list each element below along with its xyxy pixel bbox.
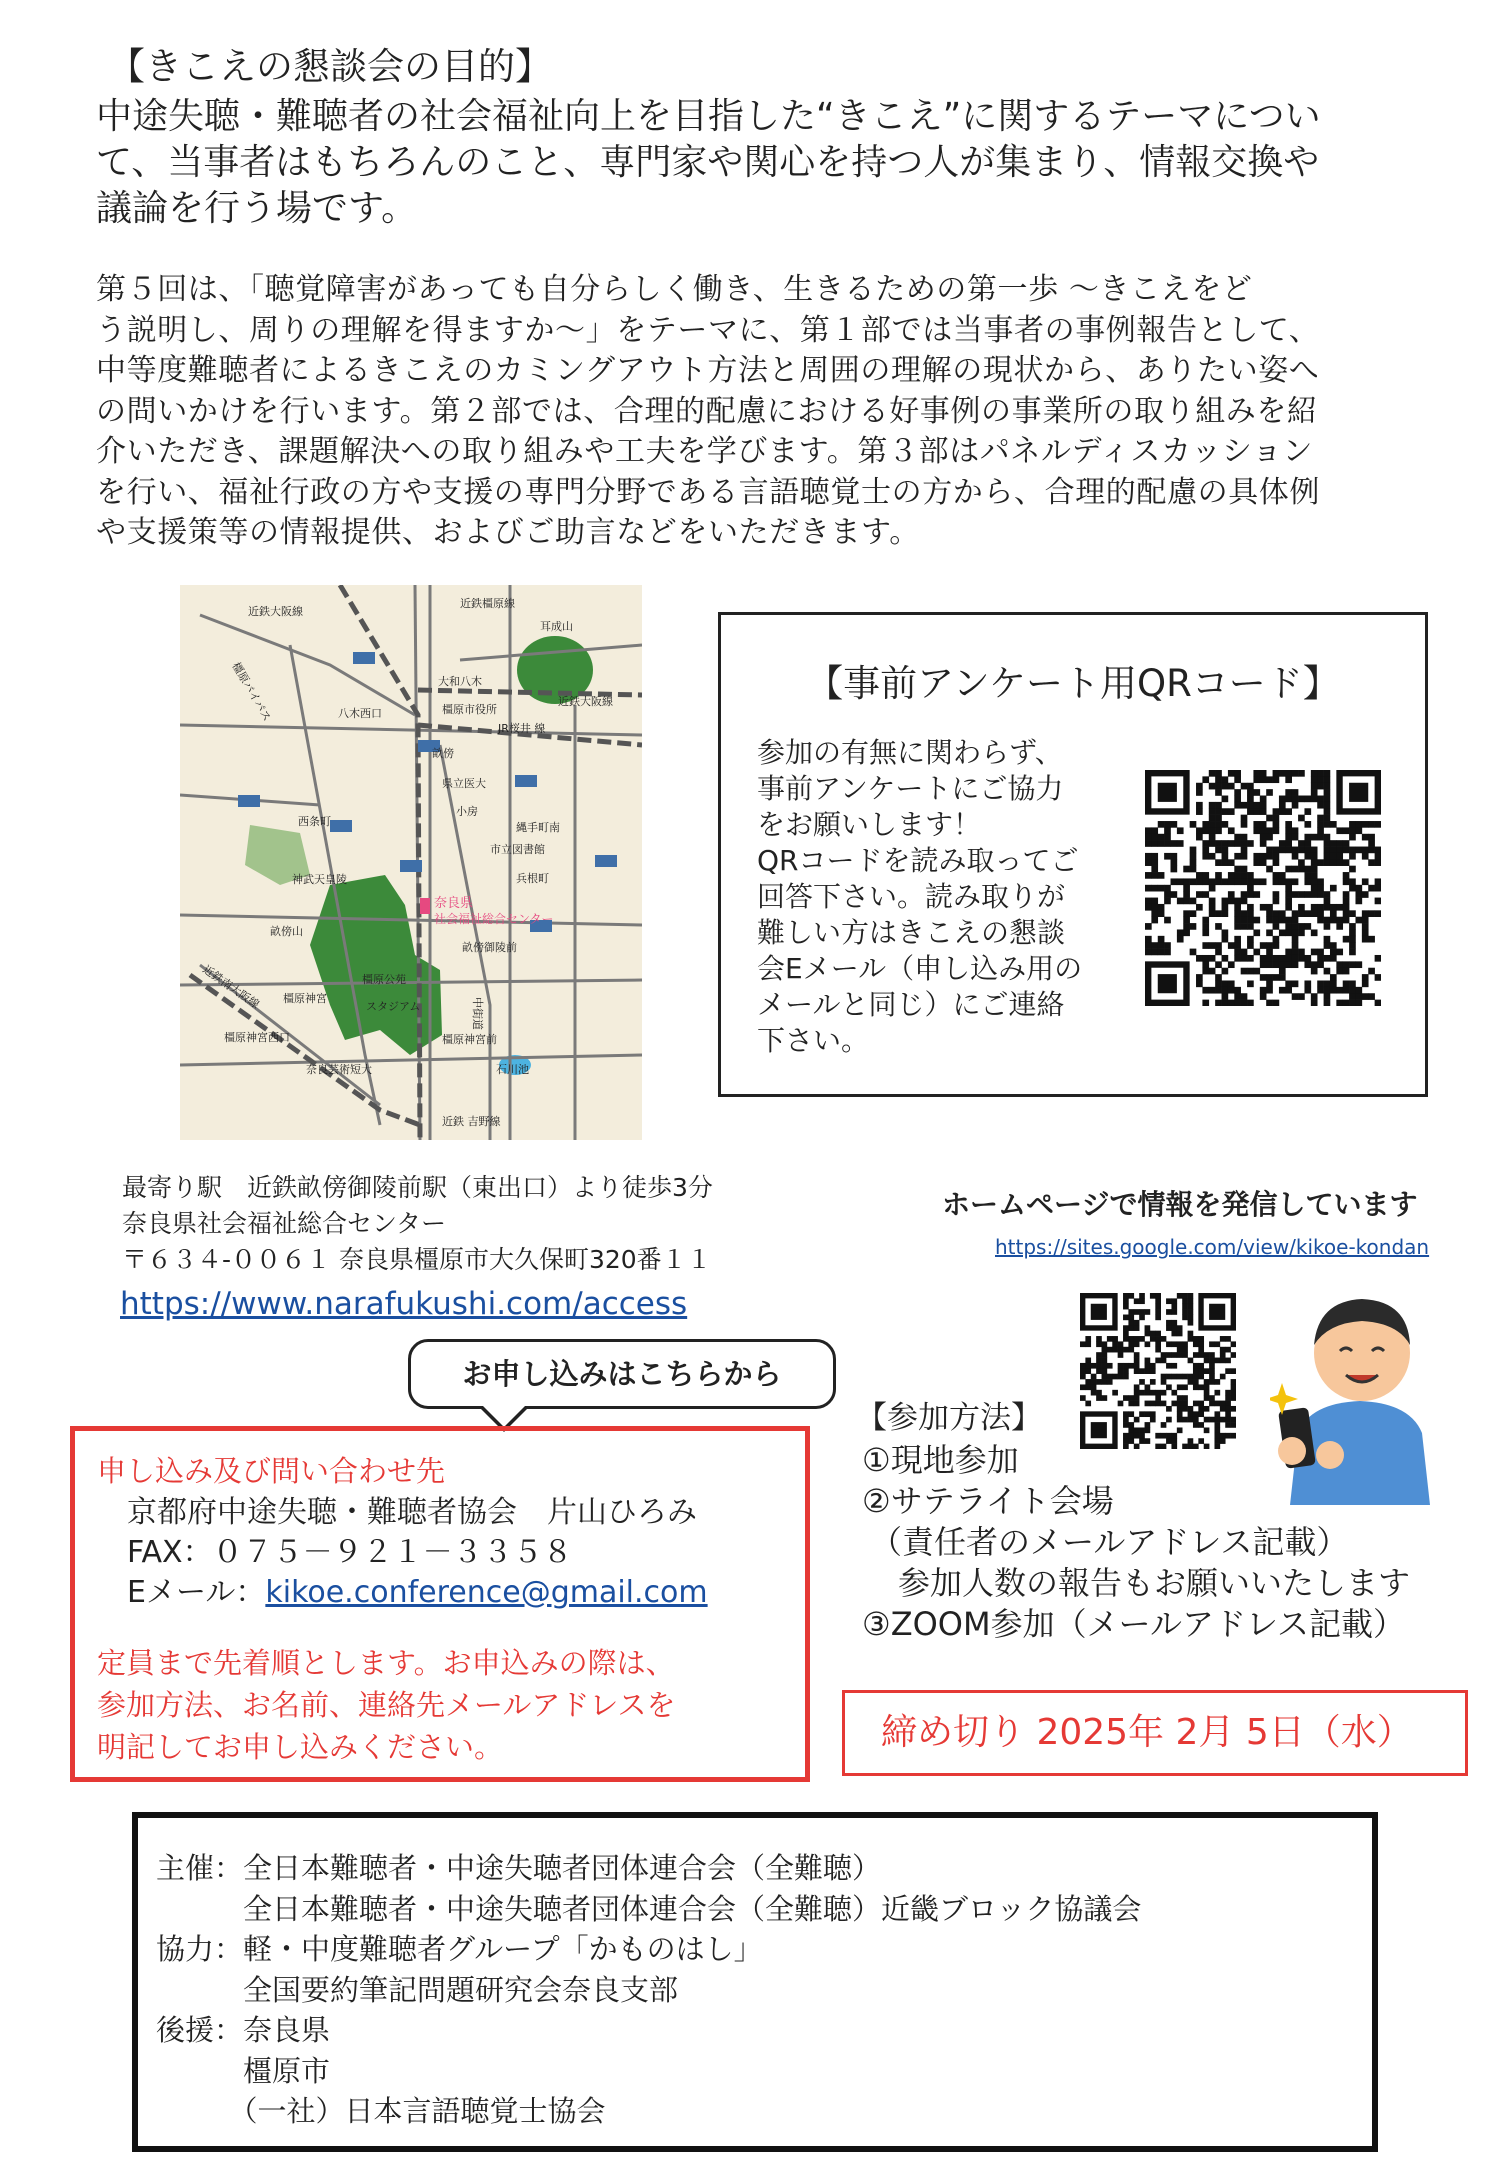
- participation-item: ③ZOOM参加（メールアドレス記載）: [862, 1605, 1405, 1643]
- access-line: 最寄り駅 近鉄畝傍御陵前駅（東出口）より徒歩3分: [122, 1173, 713, 1202]
- map-label: 橿原神宮西口: [224, 1031, 290, 1044]
- application-note: 参加方法、お名前、連絡先メールアドレスを: [97, 1688, 676, 1722]
- participation-title: 【参加方法】: [856, 1400, 1042, 1436]
- map-label: 橿原神宮: [283, 992, 327, 1005]
- sponsor-line: （一社）日本言語聴覚士協会: [156, 2094, 606, 2128]
- access-line: 奈良県社会福祉総合センター: [122, 1209, 447, 1238]
- questionnaire-line: 参加の有無に関わらず、: [757, 736, 1063, 769]
- application-heading: 申し込み及び問い合わせ先: [97, 1454, 446, 1488]
- map-center-label: 奈良県: [434, 896, 474, 911]
- participation-item: （責任者のメールアドレス記載）: [870, 1523, 1349, 1561]
- purpose-title: 【きこえの懇談会の目的】: [108, 45, 552, 88]
- map-label: 兵根町: [516, 872, 549, 885]
- intro-line: や支援策等の情報提供、およびご助言などをいただきます。: [96, 515, 920, 550]
- homepage-link[interactable]: https://sites.google.com/view/kikoe-kondan: [995, 1235, 1430, 1259]
- map-label: 八木西口: [338, 707, 382, 720]
- sponsor-lines: [156, 1848, 1141, 2132]
- sponsor-line: 主催：全日本難聴者・中途失聴者団体連合会（全難聴）: [156, 1851, 882, 1885]
- homepage-qr-code[interactable]: [1080, 1293, 1236, 1449]
- map-label: 耳成山: [540, 620, 573, 633]
- homepage-title: ホームページで情報を発信しています: [942, 1188, 1418, 1221]
- sponsor-line: 橿原市: [156, 2053, 331, 2088]
- application-email-row: [127, 1567, 708, 1611]
- map-label: 小房: [456, 805, 478, 818]
- questionnaire-line: をお願いします！: [757, 808, 982, 841]
- sponsor-line: 全国要約筆記問題研究会奈良支部: [156, 1972, 679, 2007]
- map-label: 近鉄橿原線: [460, 597, 515, 610]
- bubble-tail-fill: [482, 1405, 526, 1427]
- map-label: 縄手町南: [516, 821, 560, 834]
- questionnaire-text: [757, 735, 1117, 1059]
- map-label: 県立医大: [442, 777, 486, 790]
- map-label: 市立図書館: [490, 843, 545, 856]
- participation-list: [862, 1440, 1410, 1645]
- email-label: Eメール：: [127, 1575, 266, 1610]
- apply-here-bubble: お申し込みはこちらから: [408, 1339, 836, 1409]
- application-organization: 京都府中途失聴・難聴者協会 片山ひろみ: [127, 1495, 697, 1530]
- sponsor-line: 全日本難聴者・中途失聴者団体連合会（全難聴）近畿ブロック協議会: [156, 1891, 1142, 1926]
- map-label: 畝傍山: [270, 925, 303, 938]
- application-box: [70, 1426, 810, 1782]
- email-link[interactable]: kikoe.conference@gmail.com: [265, 1575, 708, 1610]
- questionnaire-line: メールと同じ）にご連絡: [757, 988, 1065, 1021]
- access-map: [180, 585, 642, 1140]
- sponsor-line: 協力：軽・中度難聴者グループ「かものはし」: [156, 1932, 763, 1966]
- map-label: 石川池: [496, 1063, 529, 1076]
- map-label: 中街道: [471, 997, 484, 1030]
- intro-line: の問いかけを行います。第２部では、合理的配慮における好事例の事業所の取り組みを紹: [96, 393, 1318, 429]
- map-label: 畝傍: [432, 747, 454, 760]
- access-link[interactable]: https://www.narafukushi.com/access: [120, 1286, 688, 1322]
- participation-item: ②サテライト会場: [862, 1482, 1114, 1520]
- questionnaire-line: 会Eメール（申し込み用の: [757, 952, 1083, 985]
- map-center-label: 社会福祉総合センター: [434, 912, 554, 926]
- intro-line: う説明し、周りの理解を得ますか〜」をテーマに、第１部では当事者の事例報告として、: [96, 312, 1320, 348]
- participation-item: 参加人数の報告もお願いいたします: [898, 1564, 1411, 1602]
- map-label: 近鉄大阪線: [248, 605, 303, 618]
- map-label: 橿原神宮前: [442, 1033, 497, 1046]
- map-label: 神武天皇陵: [292, 873, 347, 886]
- deadline-box: 締め切り 2025年 2月 5日（水）: [842, 1690, 1468, 1776]
- questionnaire-line: 事前アンケートにご協力: [757, 772, 1064, 805]
- map-label: 奈良芸術短大: [306, 1063, 372, 1076]
- sponsor-box: [132, 1812, 1378, 2152]
- purpose-body: [96, 94, 1436, 232]
- map-svg: [180, 585, 642, 1140]
- intro-line: 中等度難聴者によるきこえのカミングアウト方法と周囲の理解の現状から、ありたい姿へ: [96, 353, 1320, 388]
- purpose-line: 議論を行う場です。: [96, 188, 418, 229]
- map-label: 西条町: [298, 815, 331, 828]
- intro-paragraph: [96, 270, 1456, 554]
- map-label: 畝傍御陵前: [462, 941, 517, 954]
- purpose-line: て、当事者はもちろんのこと、専門家や関心を持つ人が集まり、情報交換や: [96, 142, 1320, 183]
- map-label: 橿原公苑: [362, 973, 406, 986]
- map-label: 近鉄大阪線: [558, 695, 613, 708]
- purpose-line: 中途失聴・難聴者の社会福祉向上を目指した“きこえ”に関するテーマについ: [96, 96, 1321, 137]
- intro-line: を行い、福祉行政の方や支援の専門分野である言語聴覚士の方から、合理的配慮の具体例: [96, 474, 1320, 510]
- access-info: [122, 1170, 713, 1278]
- application-note: 明記してお申し込みください。: [97, 1730, 504, 1764]
- access-line: 〒６３４-００６１ 奈良県橿原市大久保町320番１１: [122, 1245, 712, 1274]
- questionnaire-line: 難しい方はきこえの懇談: [757, 916, 1066, 949]
- intro-line: 第５回は、「聴覚障害があっても自分らしく働き、生きるための第一歩 〜きこえをど: [96, 272, 1253, 307]
- map-label: 大和八木: [438, 675, 482, 688]
- questionnaire-line: QRコードを読み取ってご: [757, 844, 1079, 877]
- application-note: 定員まで先着順とします。お申込みの際は、: [97, 1646, 675, 1680]
- application-fax: FAX：０７５－９２１－３３５８: [127, 1535, 573, 1570]
- questionnaire-line: 下さい。: [757, 1024, 870, 1057]
- map-label: JR桜井 線: [498, 722, 546, 735]
- participation-item: ①現地参加: [862, 1441, 1019, 1479]
- map-label: 近鉄 吉野線: [442, 1115, 501, 1128]
- questionnaire-box: [718, 612, 1428, 1097]
- questionnaire-title: 【事前アンケート用QRコード】: [806, 662, 1340, 705]
- intro-line: 介いただき、課題解決への取り組みや工夫を学びます。第３部はパネルディスカッション: [96, 434, 1314, 469]
- questionnaire-line: 回答下さい。読み取りが: [757, 880, 1066, 913]
- map-label: 近鉄南大阪線: [200, 962, 262, 1012]
- map-label: スタジアム: [366, 1000, 421, 1013]
- center-marker: [420, 898, 430, 914]
- map-label: 橿原バイパス: [229, 660, 274, 724]
- sponsor-line: 後援：奈良県: [156, 2013, 331, 2047]
- questionnaire-qr-code[interactable]: [1145, 770, 1381, 1006]
- map-label: 橿原市役所: [442, 703, 497, 716]
